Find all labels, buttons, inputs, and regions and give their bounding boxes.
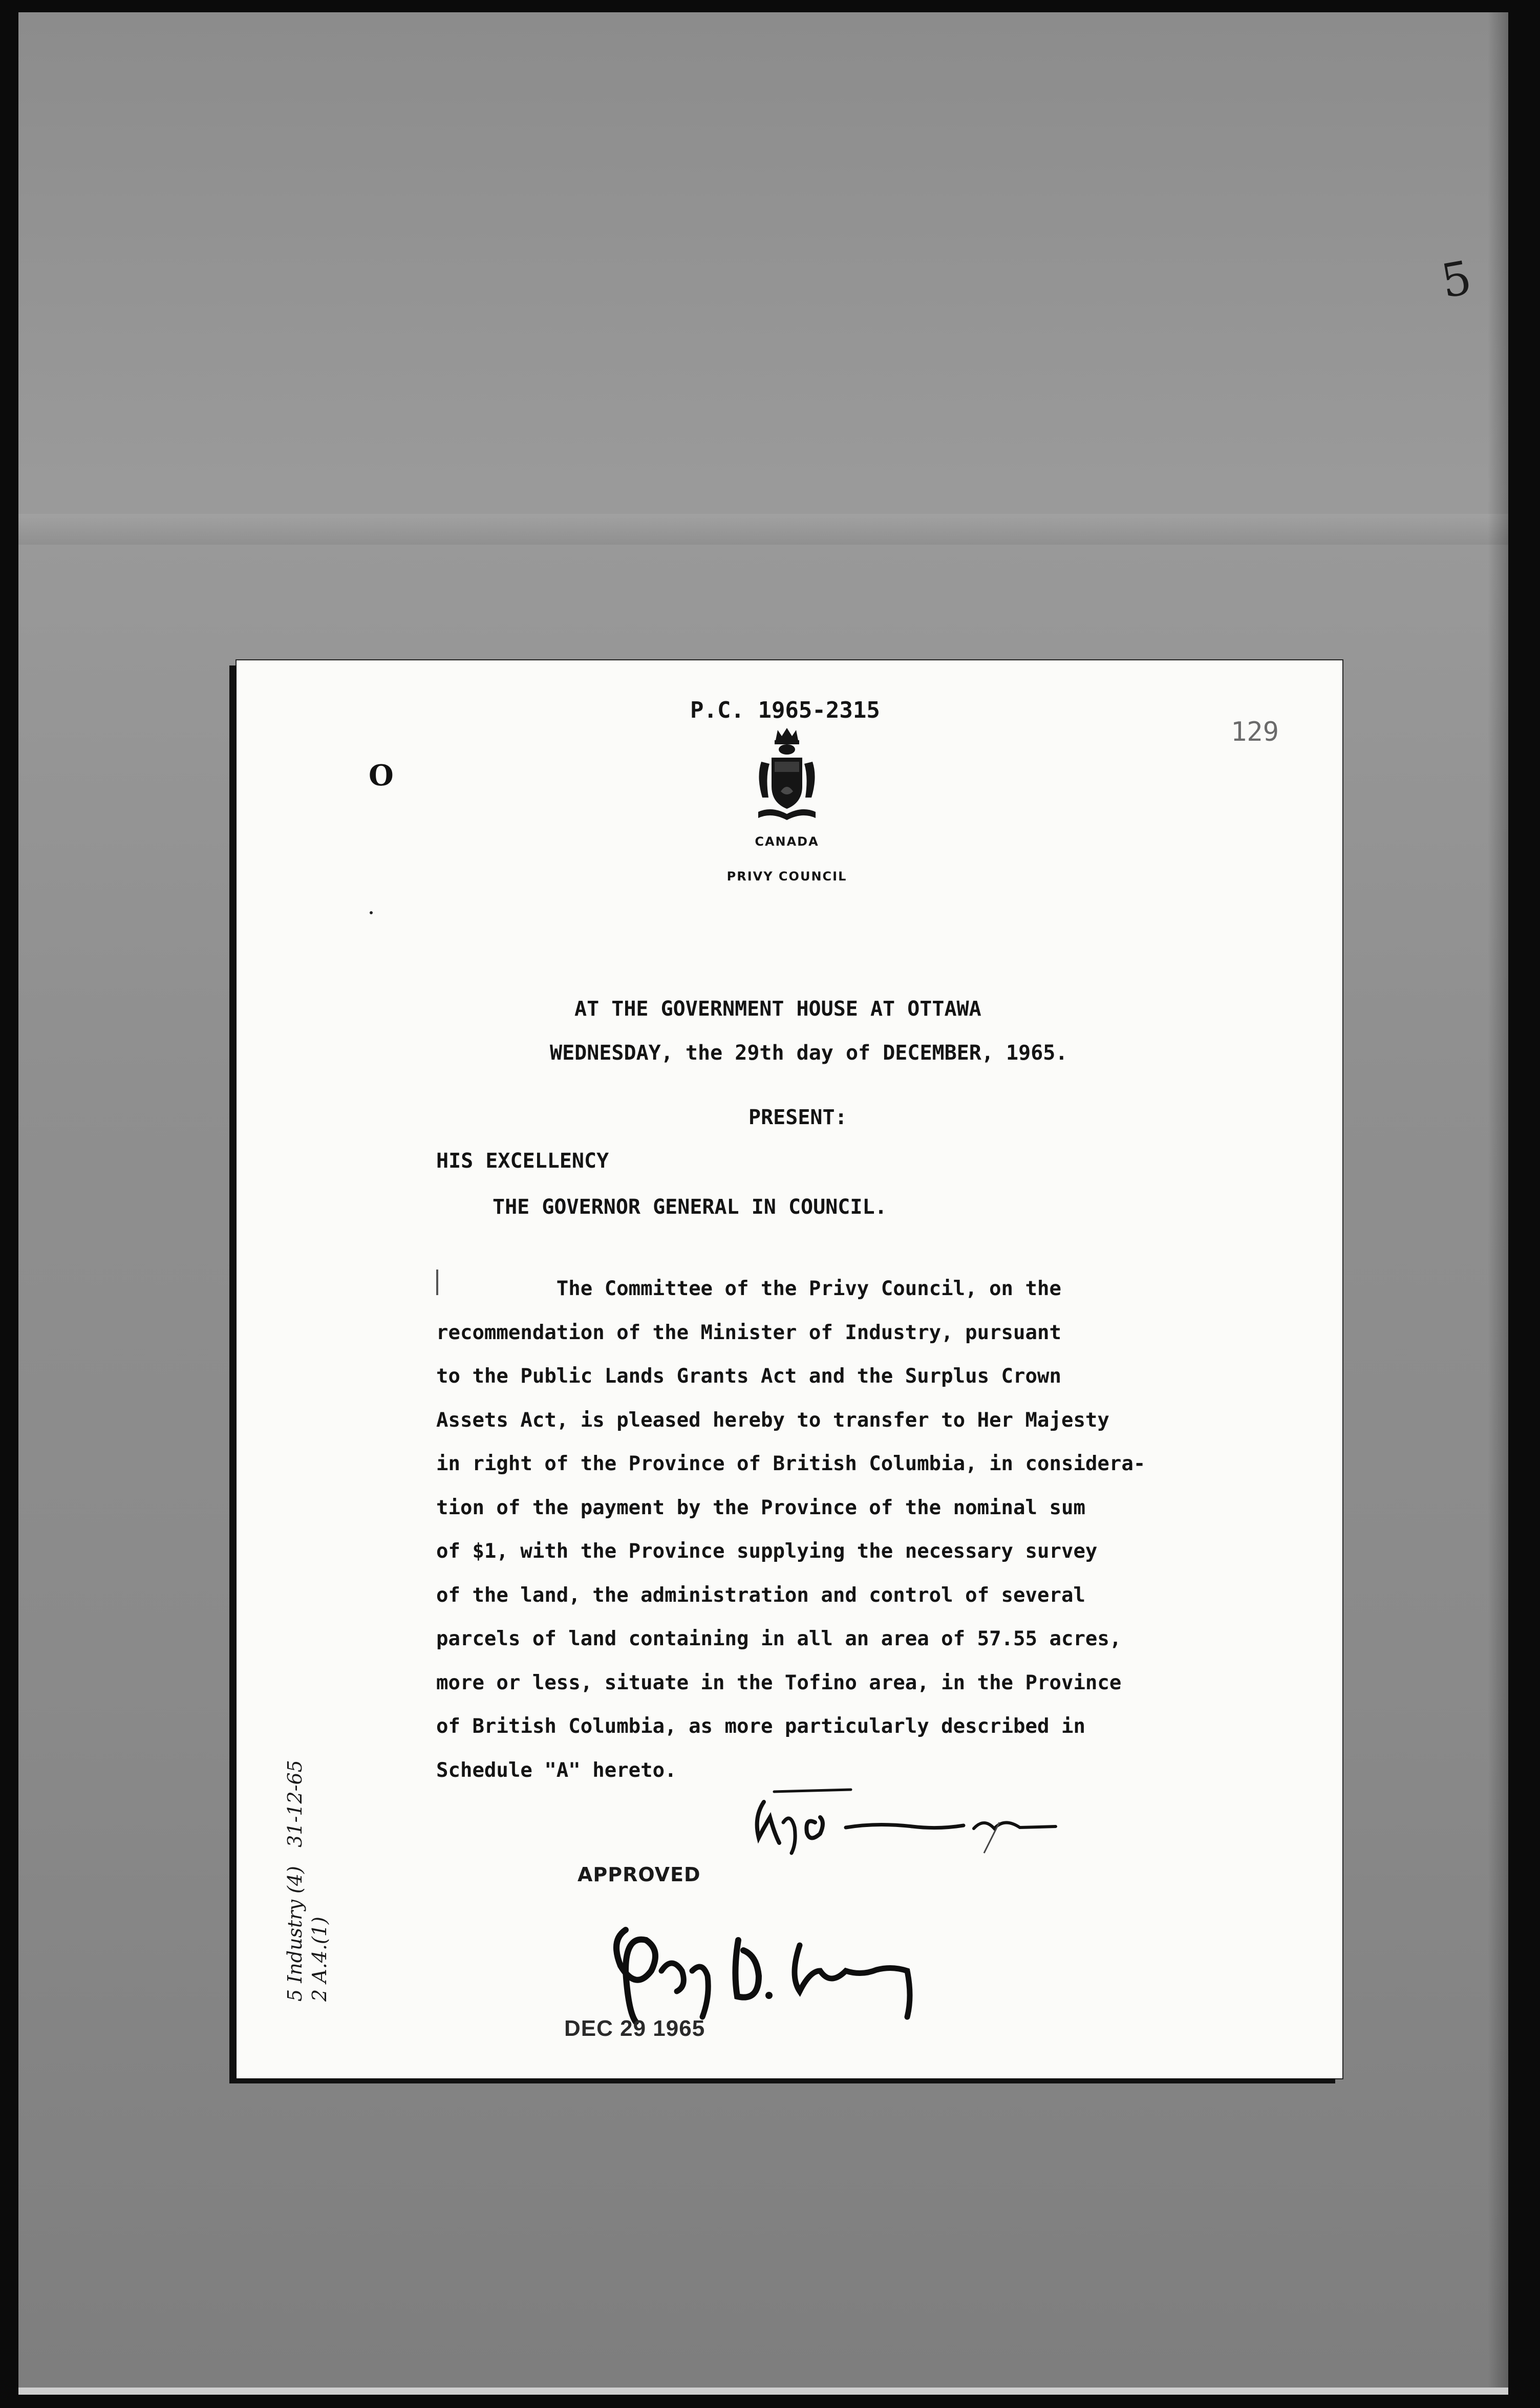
margin-note-area	[252, 1438, 331, 2002]
body-line: Schedule "A" hereto.	[436, 1758, 677, 1782]
body-line: in right of the Province of British Columbia, in considera-	[436, 1452, 1146, 1475]
body-line: of the land, the administration and control of several	[436, 1583, 1085, 1607]
body-line: of $1, with the Province supplying the necessary survey	[436, 1540, 1098, 1563]
left-margin-mark: O	[369, 759, 394, 792]
body-line: recommendation of the Minister of Industry, pursuant	[436, 1321, 1061, 1344]
order-body	[436, 1267, 1145, 1792]
backdrop-band	[18, 514, 1508, 545]
clerk-signature	[743, 1787, 1102, 1863]
governor-general-signature	[605, 1909, 943, 2027]
order-in-council-page	[237, 660, 1342, 2078]
pc-number: P.C. 1965-2315	[690, 697, 880, 723]
handwritten-margin-note: 5 Industry (4) 31-12-65 2 A.4.(1)	[284, 1760, 331, 2002]
governor-line: THE GOVERNOR GENERAL IN COUNCIL.	[493, 1195, 887, 1219]
page-number: 129	[1231, 717, 1279, 747]
corner-handwritten-mark: 5	[1437, 250, 1475, 309]
body-line: more or less, situate in the Tofino area, in the Province	[436, 1671, 1122, 1694]
body-line: of British Columbia, as more particularly described in	[436, 1715, 1085, 1738]
body-line: to the Public Lands Grants Act and the Surplus Crown	[436, 1365, 1061, 1388]
body-line: Assets Act, is pleased hereby to transfer to Her Majesty	[436, 1408, 1109, 1432]
body-line: The Committee of the Privy Council, on the	[436, 1277, 1061, 1300]
film-bottom-strip	[18, 2388, 1508, 2395]
coat-of-arms-icon	[751, 726, 823, 823]
approval-date-stamp: DEC 29 1965	[564, 2016, 705, 2041]
approved-stamp: APPROVED	[578, 1863, 701, 1886]
present-heading: PRESENT:	[748, 1106, 847, 1129]
place-heading: AT THE GOVERNMENT HOUSE AT OTTAWA	[574, 997, 981, 1021]
body-line: tion of the payment by the Province of the nominal sum	[436, 1496, 1085, 1519]
stray-dot	[370, 911, 373, 914]
crest-caption: CANADA	[755, 834, 819, 849]
excellency-line: HIS EXCELLENCY	[436, 1149, 609, 1173]
date-heading: WEDNESDAY, the 29th day of DECEMBER, 1965.	[550, 1041, 1068, 1065]
body-line: parcels of land containing in all an area of 57.55 acres,	[436, 1627, 1122, 1650]
office-name: PRIVY COUNCIL	[726, 869, 847, 884]
backdrop-fold-shadow	[1488, 12, 1508, 2388]
